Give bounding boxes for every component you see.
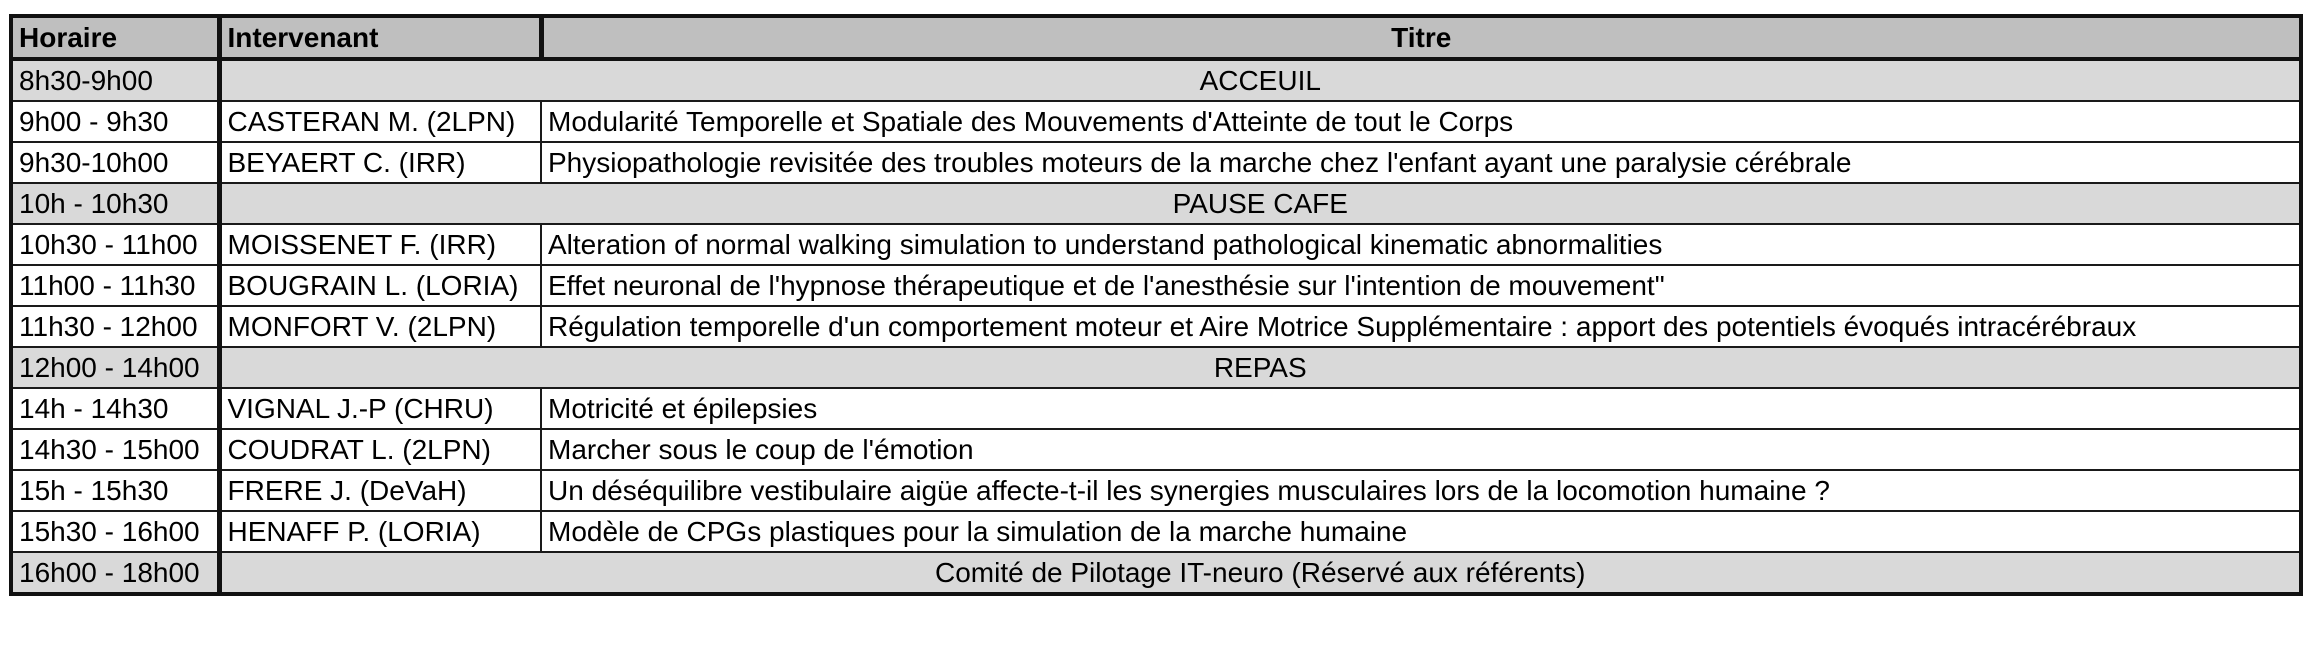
time-cell: 15h30 - 16h00 [11, 511, 219, 552]
title-cell: Marcher sous le coup de l'émotion [541, 429, 2301, 470]
speaker-cell: COUDRAT L. (2LPN) [219, 429, 541, 470]
table-row [11, 142, 2301, 183]
title-cell: Modèle de CPGs plastiques pour la simulation de la marche humaine [541, 511, 2301, 552]
time-cell: 9h00 - 9h30 [11, 101, 219, 142]
speaker-cell: MOISSENET F. (IRR) [219, 224, 541, 265]
break-label: PAUSE CAFE [219, 183, 2301, 224]
header-speaker: Intervenant [219, 16, 541, 59]
time-cell: 10h30 - 11h00 [11, 224, 219, 265]
break-label: REPAS [219, 347, 2301, 388]
table-row-break [11, 347, 2301, 388]
table-row [11, 224, 2301, 265]
speaker-cell: MONFORT V. (2LPN) [219, 306, 541, 347]
title-cell: Modularité Temporelle et Spatiale des Mouvements d'Atteinte de tout le Corps [541, 101, 2301, 142]
time-cell: 14h30 - 15h00 [11, 429, 219, 470]
table-row-break [11, 552, 2301, 594]
table-row [11, 429, 2301, 470]
speaker-cell: HENAFF P. (LORIA) [219, 511, 541, 552]
title-cell: Alteration of normal walking simulation to understand pathological kinematic abnormalities [541, 224, 2301, 265]
time-cell: 16h00 - 18h00 [11, 552, 219, 594]
table-row-break [11, 183, 2301, 224]
schedule-table [9, 14, 2303, 596]
table-row-break [11, 59, 2301, 101]
title-cell: Un déséquilibre vestibulaire aigüe affecte-t-il les synergies musculaires lors de la locomotion humaine ? [541, 470, 2301, 511]
time-cell: 14h - 14h30 [11, 388, 219, 429]
title-cell: Régulation temporelle d'un comportement moteur et Aire Motrice Supplémentaire : apport des potentiels évoqués intracérébraux [541, 306, 2301, 347]
speaker-cell: BOUGRAIN L. (LORIA) [219, 265, 541, 306]
title-cell: Effet neuronal de l'hypnose thérapeutique et de l'anesthésie sur l'intention de mouvement" [541, 265, 2301, 306]
header-time: Horaire [11, 16, 219, 59]
header-title: Titre [541, 16, 2301, 59]
time-cell: 10h - 10h30 [11, 183, 219, 224]
time-cell: 12h00 - 14h00 [11, 347, 219, 388]
speaker-cell: FRERE J. (DeVaH) [219, 470, 541, 511]
header-row [11, 16, 2301, 59]
time-cell: 9h30-10h00 [11, 142, 219, 183]
time-cell: 11h30 - 12h00 [11, 306, 219, 347]
table-row [11, 265, 2301, 306]
time-cell: 15h - 15h30 [11, 470, 219, 511]
title-cell: Motricité et épilepsies [541, 388, 2301, 429]
break-label: Comité de Pilotage IT-neuro (Réservé aux référents) [219, 552, 2301, 594]
table-row [11, 101, 2301, 142]
table-row [11, 470, 2301, 511]
table-row [11, 388, 2301, 429]
speaker-cell: CASTERAN M. (2LPN) [219, 101, 541, 142]
time-cell: 8h30-9h00 [11, 59, 219, 101]
time-cell: 11h00 - 11h30 [11, 265, 219, 306]
break-label: ACCEUIL [219, 59, 2301, 101]
speaker-cell: BEYAERT C. (IRR) [219, 142, 541, 183]
table-row [11, 306, 2301, 347]
speaker-cell: VIGNAL J.-P (CHRU) [219, 388, 541, 429]
table-row [11, 511, 2301, 552]
title-cell: Physiopathologie revisitée des troubles moteurs de la marche chez l'enfant ayant une paralysie cérébrale [541, 142, 2301, 183]
